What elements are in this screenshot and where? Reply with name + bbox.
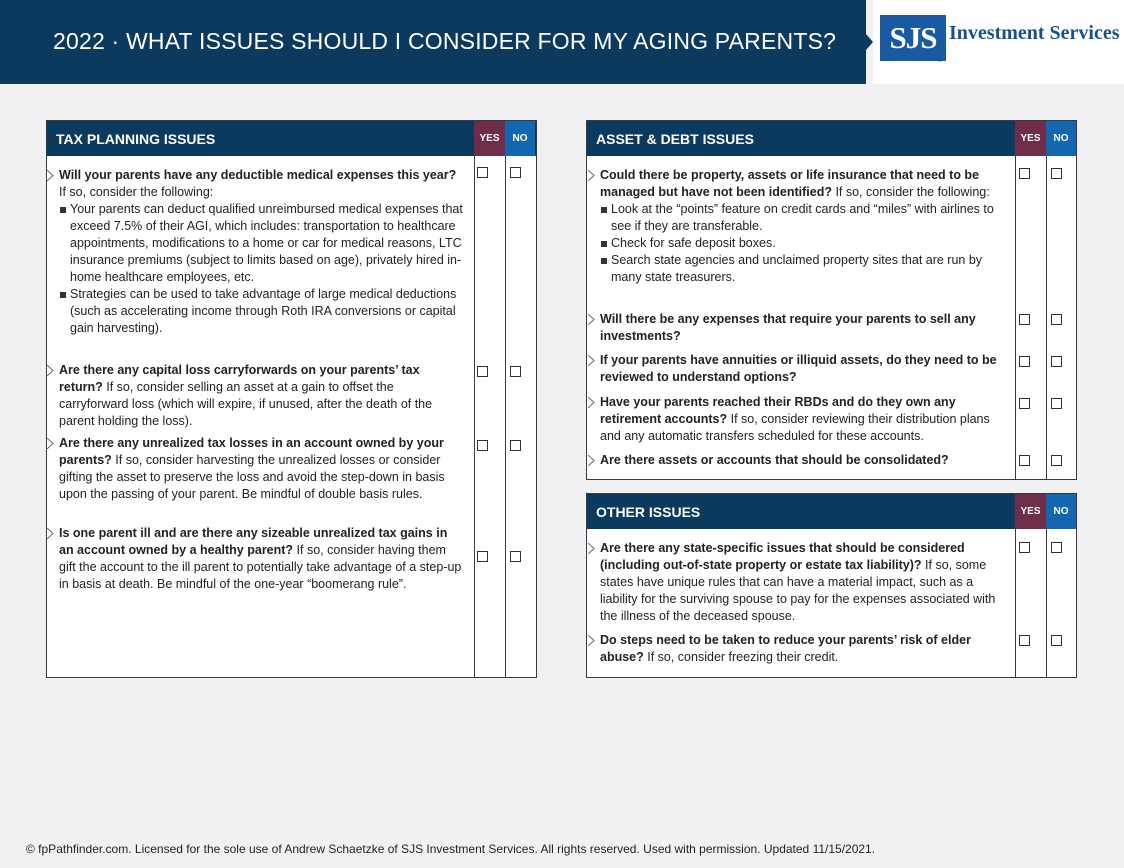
question-text — [600, 352, 1005, 386]
tax-planning-panel — [46, 120, 537, 678]
chevron-right-icon — [47, 528, 54, 539]
question-item — [59, 435, 464, 503]
question-item — [600, 632, 1010, 666]
question-bold: Are there any capital loss carryforwards on your parents’ tax return? — [59, 363, 420, 394]
logo-mark: SJS — [880, 15, 946, 61]
no-checkbox[interactable] — [1051, 314, 1062, 325]
yes-checkbox[interactable] — [1019, 314, 1030, 325]
question-bold: Will your parents have any deductible medical expenses this year? — [59, 168, 457, 182]
yes-checkbox[interactable] — [477, 366, 488, 377]
question-text — [600, 394, 1005, 445]
no-column-header: NO — [505, 121, 535, 156]
no-checkbox[interactable] — [1051, 398, 1062, 409]
chevron-right-icon — [588, 397, 595, 408]
question-bold: Could there be property, assets or life insurance that need to be managed but have not been identified? — [600, 168, 980, 199]
question-text — [600, 540, 1010, 625]
question-bold: Is one parent ill and are there any sizeable unrealized tax gains in an account owned by a healthy parent? — [59, 526, 448, 557]
no-checkbox[interactable] — [510, 440, 521, 451]
question-bold: Are there any unrealized tax losses in an account owned by your parents? — [59, 436, 444, 467]
question-item — [600, 352, 1005, 386]
panel-header — [587, 121, 1076, 156]
question-item — [59, 525, 464, 593]
header-notch — [866, 34, 873, 50]
chevron-right-icon — [588, 543, 595, 554]
question-detail: If so, consider reviewing their distribution plans and any automatic transfers scheduled for these accounts. — [600, 412, 990, 443]
column-divider — [505, 156, 506, 677]
page-header — [0, 0, 866, 84]
yes-checkbox[interactable] — [1019, 455, 1030, 466]
no-checkbox[interactable] — [1051, 356, 1062, 367]
no-checkbox[interactable] — [1051, 635, 1062, 646]
yes-checkbox[interactable] — [1019, 168, 1030, 179]
question-item — [600, 452, 1005, 469]
question-text — [59, 525, 464, 593]
asset-debt-panel — [586, 120, 1077, 480]
panel-title: ASSET & DEBT ISSUES — [596, 131, 754, 147]
chevron-right-icon — [588, 355, 595, 366]
yes-checkbox[interactable] — [1019, 542, 1030, 553]
question-text — [59, 435, 464, 503]
question-detail: If so, consider the following: — [59, 185, 214, 199]
logo — [873, 0, 1124, 84]
chevron-right-icon — [588, 170, 595, 181]
question-bold: Do steps need to be taken to reduce your parents’ risk of elder abuse? — [600, 633, 971, 664]
yes-column-header: YES — [1015, 494, 1046, 529]
yes-checkbox[interactable] — [1019, 398, 1030, 409]
column-divider — [1015, 529, 1016, 677]
question-bold: If your parents have annuities or illiquid assets, do they need to be reviewed to understand options? — [600, 353, 997, 384]
yes-checkbox[interactable] — [477, 551, 488, 562]
footer-copyright: © fpPathfinder.com. Licensed for the sole use of Andrew Schaetzke of SJS Investment Services. All rights reserved. Used with permission. Updated 11/15/2021. — [26, 842, 876, 856]
page-title: 2022 · WHAT ISSUES SHOULD I CONSIDER FOR MY AGING PARENTS? — [53, 28, 837, 54]
question-item — [600, 311, 1005, 345]
yes-checkbox[interactable] — [1019, 635, 1030, 646]
panel-header — [587, 494, 1076, 529]
question-detail: If so, some states have unique rules that can have a material impact, such as a liability for the surviving spouse to pay for the expenses associated with the illness of the deceased spouse. — [600, 558, 996, 623]
no-checkbox[interactable] — [1051, 168, 1062, 179]
panel-header — [47, 121, 536, 156]
question-text — [600, 632, 1010, 666]
chevron-right-icon — [47, 365, 54, 376]
question-item — [59, 167, 464, 337]
chevron-right-icon — [588, 455, 595, 466]
logo-registered-mark: ® — [937, 57, 943, 64]
question-detail: If so, consider selling an asset at a gain to offset the carryforward loss (which will expire, if unused, after the death of the parent holding the loss). — [59, 380, 433, 428]
question-item — [600, 394, 1005, 445]
column-divider — [1046, 529, 1047, 677]
question-detail: If so, consider the following: — [831, 185, 990, 199]
question-detail: If so, consider freezing their credit. — [643, 650, 839, 664]
question-bold: Will there be any expenses that require your parents to sell any investments? — [600, 312, 976, 343]
no-checkbox[interactable] — [510, 366, 521, 377]
other-issues-panel — [586, 493, 1077, 678]
question-bold: Are there assets or accounts that should be consolidated? — [600, 453, 949, 467]
chevron-right-icon — [588, 635, 595, 646]
bullet-item: Look at the “points” feature on credit cards and “miles” with airlines to see if they are transferable. — [600, 201, 1005, 235]
question-item — [600, 167, 1005, 286]
yes-checkbox[interactable] — [477, 167, 488, 178]
question-detail: If so, consider having them gift the account to the ill parent to potentially take advantage of a step-up in basis at death. Be mindful of the one-year “boomerang rule”. — [59, 543, 462, 591]
no-checkbox[interactable] — [510, 551, 521, 562]
column-divider — [1015, 156, 1016, 479]
no-column-header: NO — [1046, 121, 1076, 156]
question-detail: If so, consider harvesting the unrealized losses or consider gifting the asset to preserve the loss and avoid the step-down in basis upon the passing of your parent. Be mindful of double basis rules. — [59, 453, 445, 501]
bullet-item: Strategies can be used to take advantage of large medical deductions (such as accelerating income through Roth IRA conversions or capital gain harvesting). — [59, 286, 464, 337]
bullet-item: Check for safe deposit boxes. — [600, 235, 1005, 252]
question-item — [59, 362, 464, 430]
question-text — [59, 167, 464, 201]
question-text — [600, 167, 1005, 201]
no-checkbox[interactable] — [1051, 542, 1062, 553]
question-text — [59, 362, 464, 430]
column-divider — [1046, 156, 1047, 479]
yes-checkbox[interactable] — [1019, 356, 1030, 367]
no-column-header: NO — [1046, 494, 1076, 529]
question-text — [600, 452, 1005, 469]
question-bold: Have your parents reached their RBDs and do they own any retirement accounts? — [600, 395, 956, 426]
panel-title: TAX PLANNING ISSUES — [56, 131, 216, 147]
chevron-right-icon — [588, 314, 595, 325]
column-divider — [474, 156, 475, 677]
yes-checkbox[interactable] — [477, 440, 488, 451]
question-text — [600, 311, 1005, 345]
no-checkbox[interactable] — [510, 167, 521, 178]
no-checkbox[interactable] — [1051, 455, 1062, 466]
logo-text: Investment Services — [949, 22, 1120, 44]
yes-column-header: YES — [1015, 121, 1046, 156]
bullet-item: Search state agencies and unclaimed property sites that are run by many state treasurers. — [600, 252, 1005, 286]
bullet-item: Your parents can deduct qualified unreimbursed medical expenses that exceed 7.5% of their AGI, which includes: transportation to healthcare appointments, modifications to a home or car for medical reasons, LTC insurance premiums (subject to limits based on age), privately hired in-home healthcare employees, etc. — [59, 201, 464, 286]
bullet-list — [59, 201, 464, 337]
panel-title: OTHER ISSUES — [596, 504, 701, 520]
yes-column-header: YES — [474, 121, 505, 156]
bullet-list — [600, 201, 1005, 286]
question-item — [600, 540, 1010, 625]
chevron-right-icon — [47, 170, 54, 181]
question-bold: Are there any state-specific issues that should be considered (including out-of-state property or estate tax liability)? — [600, 541, 965, 572]
chevron-right-icon — [47, 438, 54, 449]
